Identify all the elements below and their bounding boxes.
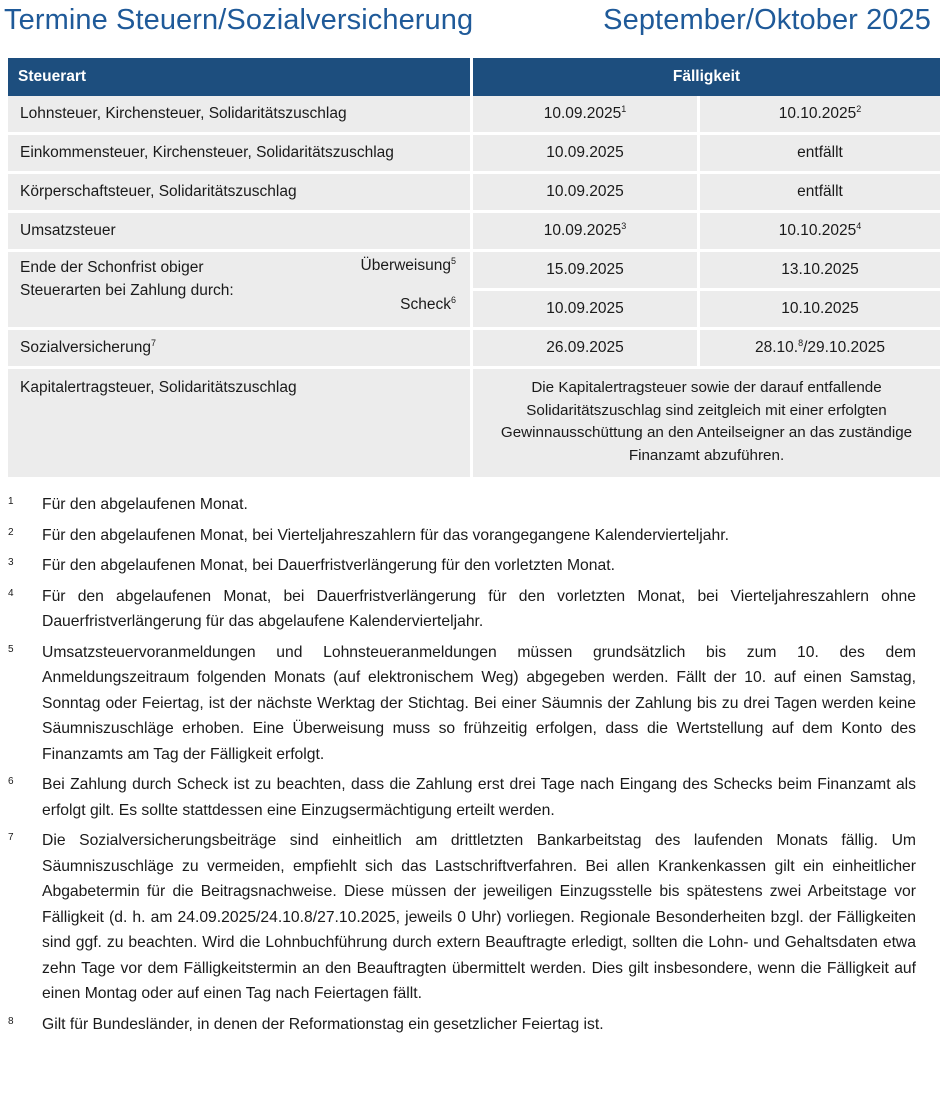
date-october: 10.10.2025 [778, 105, 857, 122]
schonfrist-label: Ende der Schonfrist obiger Steuerarten bei Zahlung durch: [20, 259, 234, 299]
date-october: 13.10.2025 [781, 261, 859, 278]
date-september: 26.09.2025 [546, 339, 624, 356]
footnote-ref: 4 [856, 220, 862, 231]
footnote: 7 Die Sozialversicherungsbeiträge sind einheitlich am drittletzten Bankarbeitstag des laufenden Monats fällig. Um Säumniszuschläge zu vermeiden, empfiehlt sich das Lastschriftverfahren. Bei allen Krankenkassen gilt ein einheitlicher Abgabetermin für die Beitragsnachweise. Diese müssen der jeweiligen Einzugsstelle bis spätestens zwei Arbeitstage vor Fälligkeit (d. h. am 24.09.2025/24.10.8/27.10.2025, jeweils 0 Uhr) vorliegen. Regionale Besonderheiten bzgl. der Fälligkeiten sind ggf. zu beachten. Wird die Lohnbuchführung durch extern Beauftragte erledigt, sollten die Lohn- und Gehaltsdaten etwa zehn Tage vor dem Fälligkeitstermin an den Beauftragten übermittelt werden. Dies gilt insbesondere, wenn die Fälligkeit auf einen Montag oder auf einen Tag nach Feiertagen fällt. [8, 832, 916, 1002]
footnote: 8 Gilt für Bundesländer, in denen der Reformationstag ein gesetzlicher Feiertag ist. [8, 1015, 604, 1033]
row-label: Umsatzsteuer [20, 222, 116, 239]
col-header-faelligkeit: Fälligkeit [473, 58, 940, 96]
row-label: Kapitalertragsteuer, Solidaritätszuschlag [20, 379, 297, 396]
footnote-ref: 2 [856, 103, 862, 114]
date-september: 10.09.2025 [543, 105, 622, 122]
date-september: 15.09.2025 [546, 261, 624, 278]
payment-method-ueberweisung: Überweisung$^5$ [360, 255, 456, 274]
date-september: 10.09.2025 [543, 222, 622, 239]
date-october: 28.10.$^8$/29.10.2025 [700, 330, 940, 369]
table-row [8, 213, 940, 252]
footnote-ref: 1 [621, 103, 627, 114]
footnote: 6 Bei Zahlung durch Scheck ist zu beachten, dass die Zahlung erst drei Tage nach Eingang des Schecks beim Finanzamt als erfolgt gilt. Es sollte stattdessen eine Einzugsermächtigung erteilt werden. [8, 776, 916, 819]
footnote: 1 Für den abgelaufenen Monat. [8, 496, 248, 513]
page-title: Termine Steuern/Sozialversicherung [4, 4, 474, 36]
footnote: 3 Für den abgelaufenen Monat, bei Dauerfristverlängerung für den vorletzten Monat. [8, 557, 615, 574]
table-row-schonfrist-ueberweisung [8, 252, 940, 291]
row-label: Körperschaftsteuer, Solidaritätszuschlag [20, 183, 297, 200]
kapital-description: Die Kapitalertragsteuer sowie der darauf entfallende Solidaritätszuschlag sind zeitgleich mit einer erfolgten Gewinnausschüttung an den Anteilseigner an das zuständige Finanzamt abzuführen. [473, 369, 940, 480]
footnote: 2 Für den abgelaufenen Monat, bei Vierteljahreszahlern für das vorangegangene Kalendervierteljahr. [8, 526, 729, 544]
date-october: 10.10.2025 [778, 222, 857, 239]
date-october: 10.10.2025 [781, 300, 859, 317]
table-row [8, 174, 940, 213]
row-label: Einkommensteuer, Kirchensteuer, Solidaritätszuschlag [20, 144, 394, 161]
col-header-steuerart: Steuerart [8, 58, 473, 96]
table-row [8, 96, 940, 135]
date-september: 10.09.2025 [546, 300, 624, 317]
row-label: Sozialversicherung [20, 339, 151, 356]
date-september: 10.09.2025 [546, 183, 624, 200]
table-row-sozialversicherung: Sozialversicherung$^7$ 26.09.2025 28.10.$^8$/29.10.2025 [8, 330, 940, 369]
table-row-kapitalertragsteuer [8, 369, 940, 480]
table-row [8, 135, 940, 174]
date-october: entfällt [797, 144, 843, 161]
period-title: September/Oktober 2025 [603, 4, 931, 36]
date-september: 10.09.2025 [546, 144, 624, 161]
footnote: 4 Für den abgelaufenen Monat, bei Dauerfristverlängerung für den vorletzten Monat, bei Vierteljahreszahlern ohne Dauerfristverlängerung für das abgelaufene Kalendervierteljahr. [8, 587, 916, 630]
tax-deadline-table [8, 58, 940, 480]
footnote-ref: 3 [621, 220, 627, 231]
footnote: 5 Umsatzsteuervoranmeldungen und Lohnsteueranmeldungen müssen grundsätzlich bis zum 10. des dem Anmeldungszeitraum folgenden Monats (auf elektronischem Weg) abgegeben werden. Fällt der 10. auf einen Samstag, Sonntag oder Feiertag, ist der nächste Werktag der Stichtag. Bei einer Säumnis der Zahlung bis zu drei Tagen werden keine Säumniszuschläge erhoben. Eine Überweisung muss so frühzeitig erfolgen, dass die Wertstellung auf dem Konto des Finanzamts am Tag der Fälligkeit erfolgt. [8, 643, 916, 763]
row-label: Lohnsteuer, Kirchensteuer, Solidaritätszuschlag [20, 105, 347, 122]
payment-method-scheck: Scheck$^6$ [400, 294, 456, 313]
date-october: entfällt [797, 183, 843, 200]
page-header [0, 0, 945, 56]
footnotes [8, 492, 916, 1042]
